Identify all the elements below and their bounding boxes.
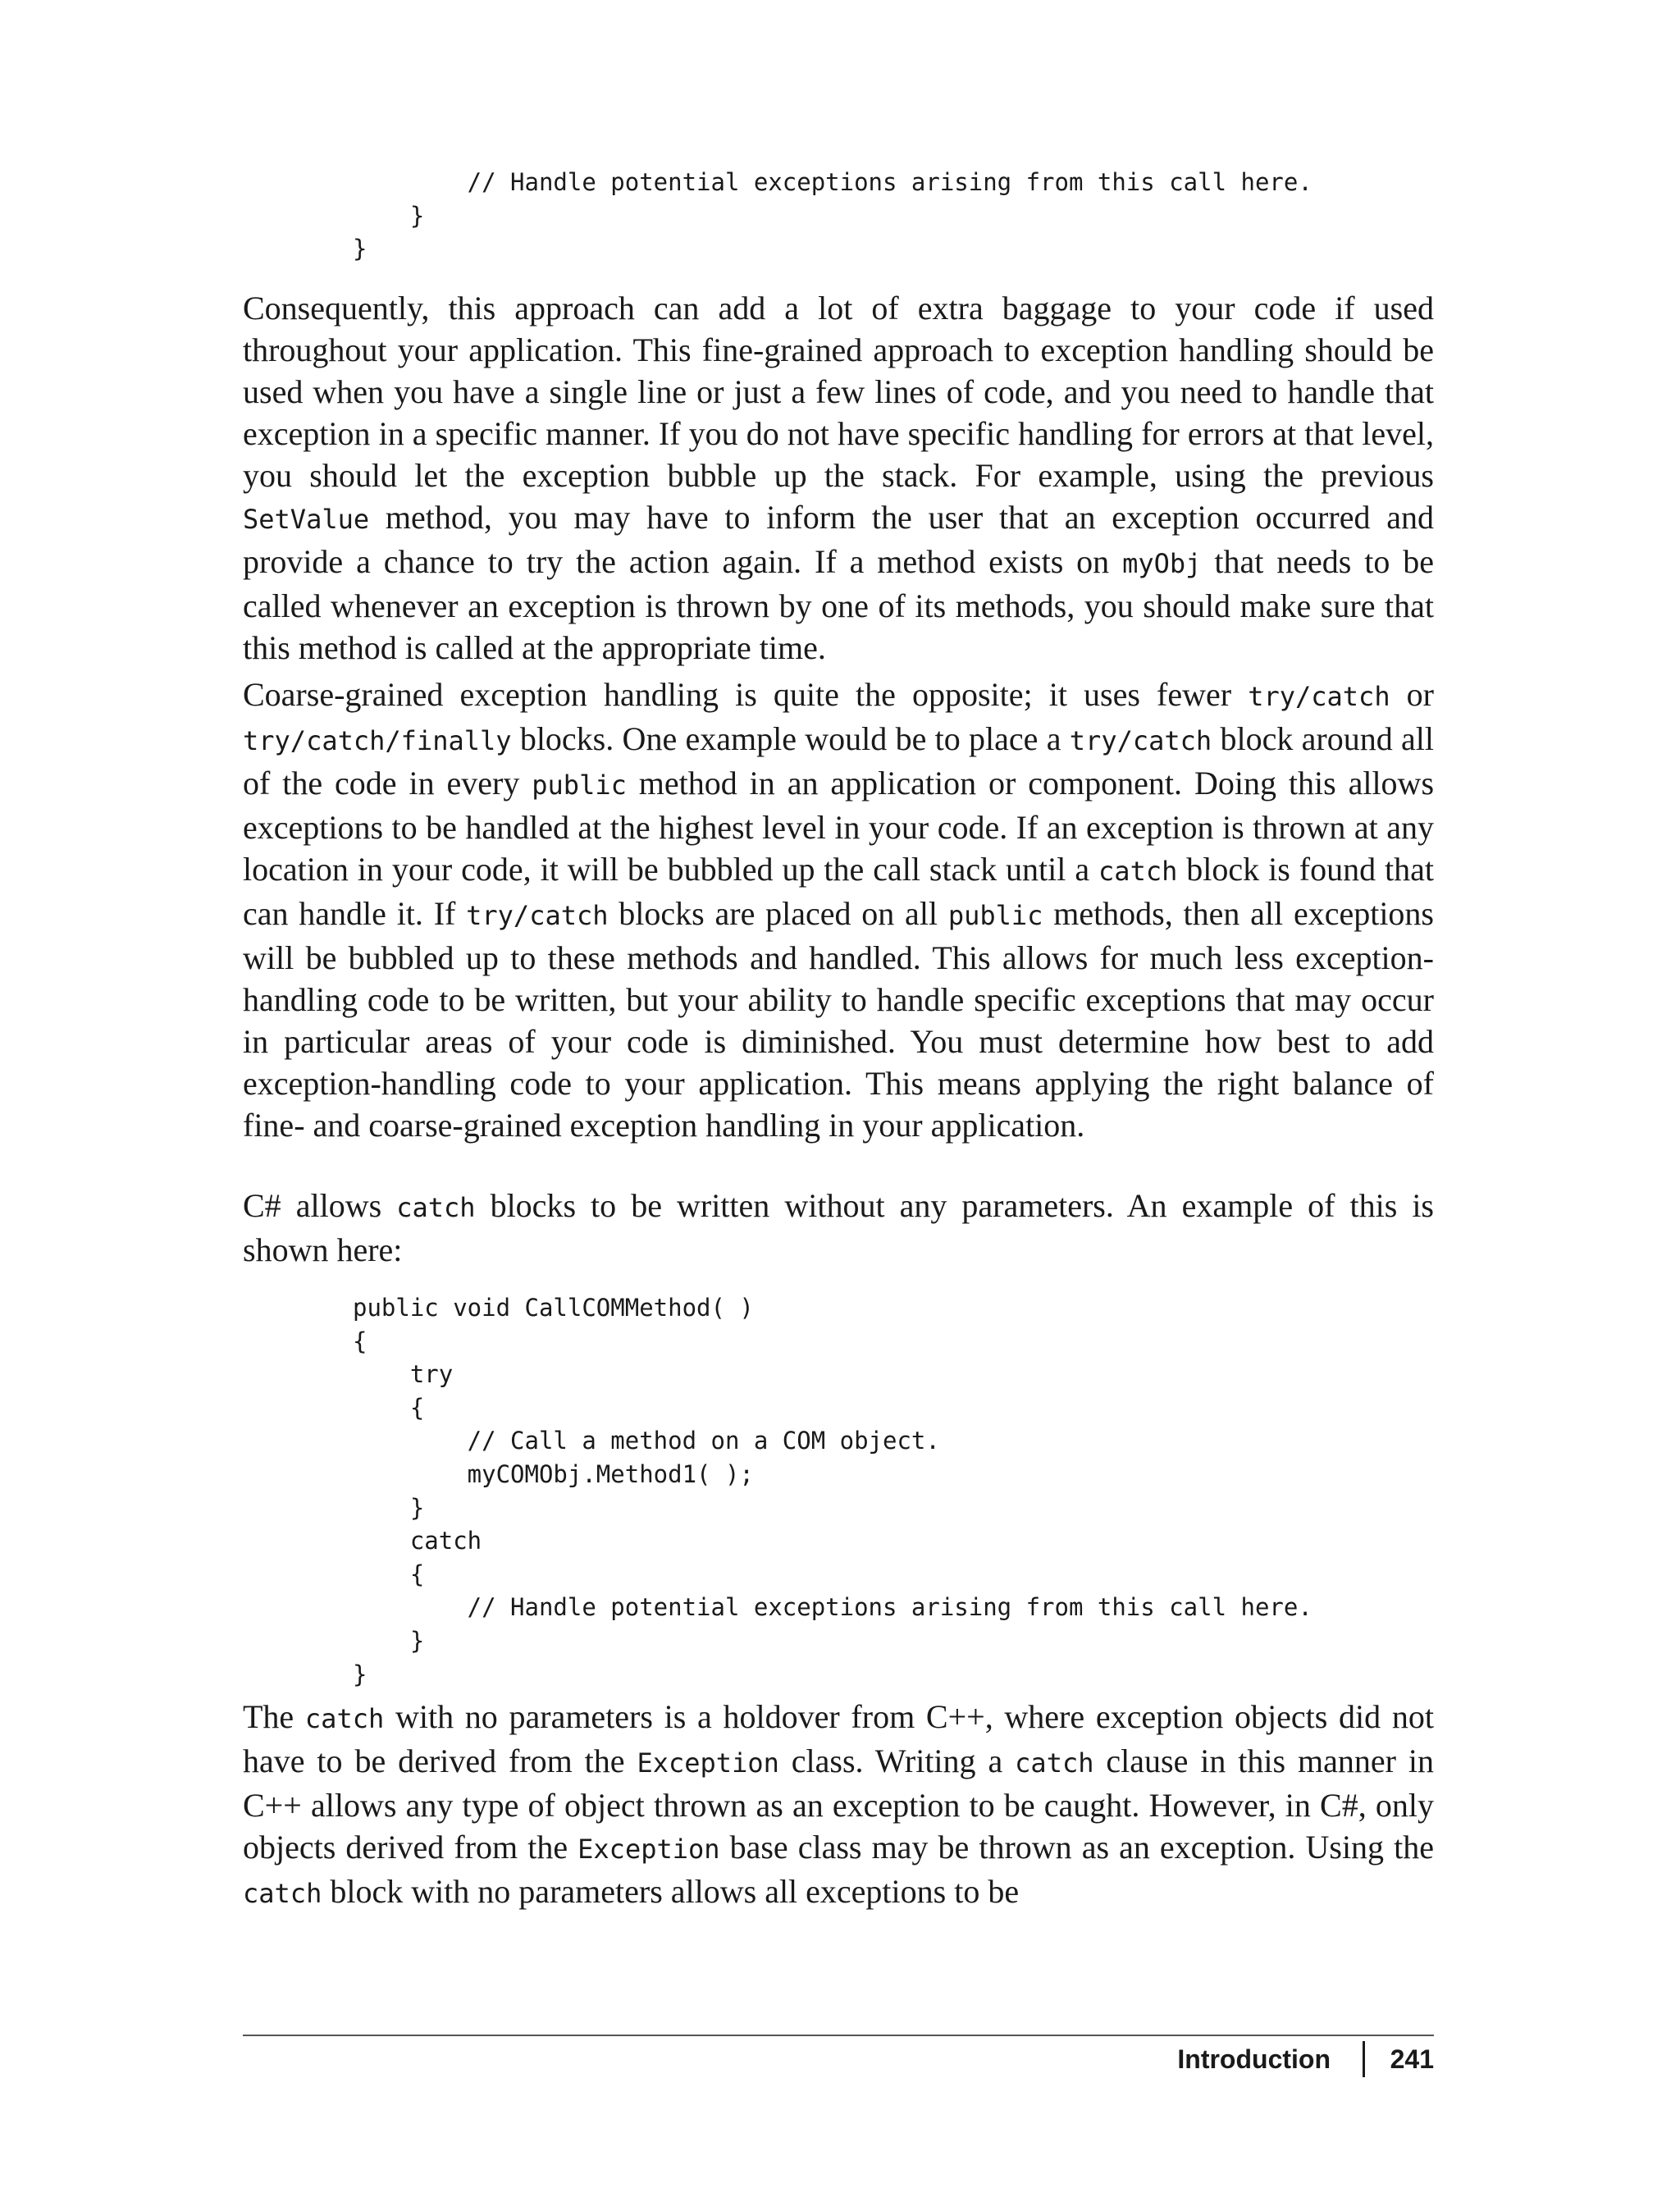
code-line: } [353, 201, 425, 230]
text-run: method, you may have to inform the user that an exception occurred and provide a chance to try the action again. If a method exists on [243, 499, 1434, 580]
paragraph-catch-explanation [243, 1696, 1434, 1915]
inline-code: public [947, 900, 1043, 931]
text-run: Coarse-grained exception handling is quite the opposite; it uses fewer [243, 676, 1249, 713]
text-run: class. Writing a [778, 1742, 1016, 1779]
code-block-example [353, 1291, 1501, 1691]
inline-code: Exception [637, 1747, 779, 1779]
code-block-top [353, 166, 1501, 266]
code-line: } [353, 1626, 425, 1655]
inline-code: try/catch [1248, 681, 1390, 712]
text-run: C# allows [243, 1187, 397, 1224]
code-line: public void CallCOMMethod( ) [353, 1294, 754, 1322]
text-run: Consequently, this approach can add a lot of extra baggage to your code if used throughout your application. This fine-grained approach to exception handling should be used when you have a single line or just a few lines of code, and you need to handle that exception in a specific manner. If you do not have specific handling for errors at that level, you should let the exception bubble up the stack. For example, using the previous [243, 290, 1434, 494]
code-line: // Handle potential exceptions arising from this call here. [353, 168, 1312, 196]
text-run: base class may be thrown as an exception. Using the [719, 1829, 1434, 1866]
text-run: method in an application or component. Doing this allows exceptions to be handled at the highest level in your code. If an exception is thrown at any location in your code, it will be bubbled up the call stack until a [243, 765, 1435, 888]
paragraph-catch-intro [243, 1185, 1434, 1271]
inline-code: SetValue [243, 504, 370, 535]
text-run: blocks to be written without any parameters. An example of this is shown here: [243, 1187, 1434, 1268]
text-run: that needs to be called whenever an exception is thrown by one of its methods, you should make sure that this method is called at the appropriate time. [243, 543, 1434, 666]
code-line: try [353, 1360, 454, 1389]
text-run: with no parameters is a holdover from C++, where exception objects did not have to be derived from the [243, 1698, 1434, 1779]
page-number: 241 [1390, 2044, 1434, 2074]
paragraph-fine-grained [243, 287, 1434, 669]
text-run: or [1390, 676, 1435, 713]
inline-code: myObj [1122, 548, 1202, 579]
page-footer [243, 2038, 1434, 2087]
text-run: block is found that can handle it. If [243, 851, 1434, 932]
code-line: { [353, 1560, 425, 1588]
code-line: // Call a method on a COM object. [353, 1427, 940, 1455]
inline-code: try/catch [466, 900, 609, 931]
text-run: clause in this manner in C++ allows any type of object thrown as an exception to be caught. However, in C#, only objects derived from the [243, 1742, 1434, 1866]
code-line: catch [353, 1527, 482, 1555]
inline-code: try/catch [1069, 725, 1212, 756]
code-line: myCOMObj.Method1( ); [353, 1459, 754, 1488]
paragraph-coarse-grained [243, 674, 1434, 1146]
code-line: { [353, 1327, 368, 1355]
code-line: } [353, 1493, 425, 1522]
inline-code: catch [243, 1878, 322, 1909]
text-run: methods, then all exceptions will be bubbled up to these methods and handled. This allows for much less exception-handling code to be written, but your ability to handle specific exceptions that may occur in particular areas of your code is diminished. You must determine how best to add exception-handling code to your application. This means applying the right balance of fine- and coarse-grained exception handling in your application. [243, 895, 1434, 1144]
footer-divider [243, 2035, 1434, 2036]
inline-code: Exception [578, 1834, 720, 1865]
text-run: block with no parameters allows all exceptions to be [322, 1873, 1020, 1910]
inline-code: catch [304, 1703, 385, 1734]
footer-separator [1363, 2041, 1365, 2077]
inline-code: public [532, 770, 627, 801]
inline-code: catch [396, 1192, 476, 1223]
text-run: The [243, 1698, 305, 1735]
inline-code: try/catch/finally [243, 725, 512, 756]
code-line: } [353, 235, 368, 263]
code-line: } [353, 1660, 368, 1688]
code-line: { [353, 1393, 425, 1422]
footer-section-title: Introduction [1177, 2044, 1331, 2074]
inline-code: catch [1098, 856, 1178, 887]
text-run: block around all of the code in every [243, 720, 1434, 802]
inline-code: catch [1015, 1747, 1094, 1779]
code-line: // Handle potential exceptions arising from this call here. [353, 1593, 1312, 1622]
text-run: blocks are placed on all [608, 895, 948, 932]
text-run: blocks. One example would be to place a [511, 720, 1070, 757]
